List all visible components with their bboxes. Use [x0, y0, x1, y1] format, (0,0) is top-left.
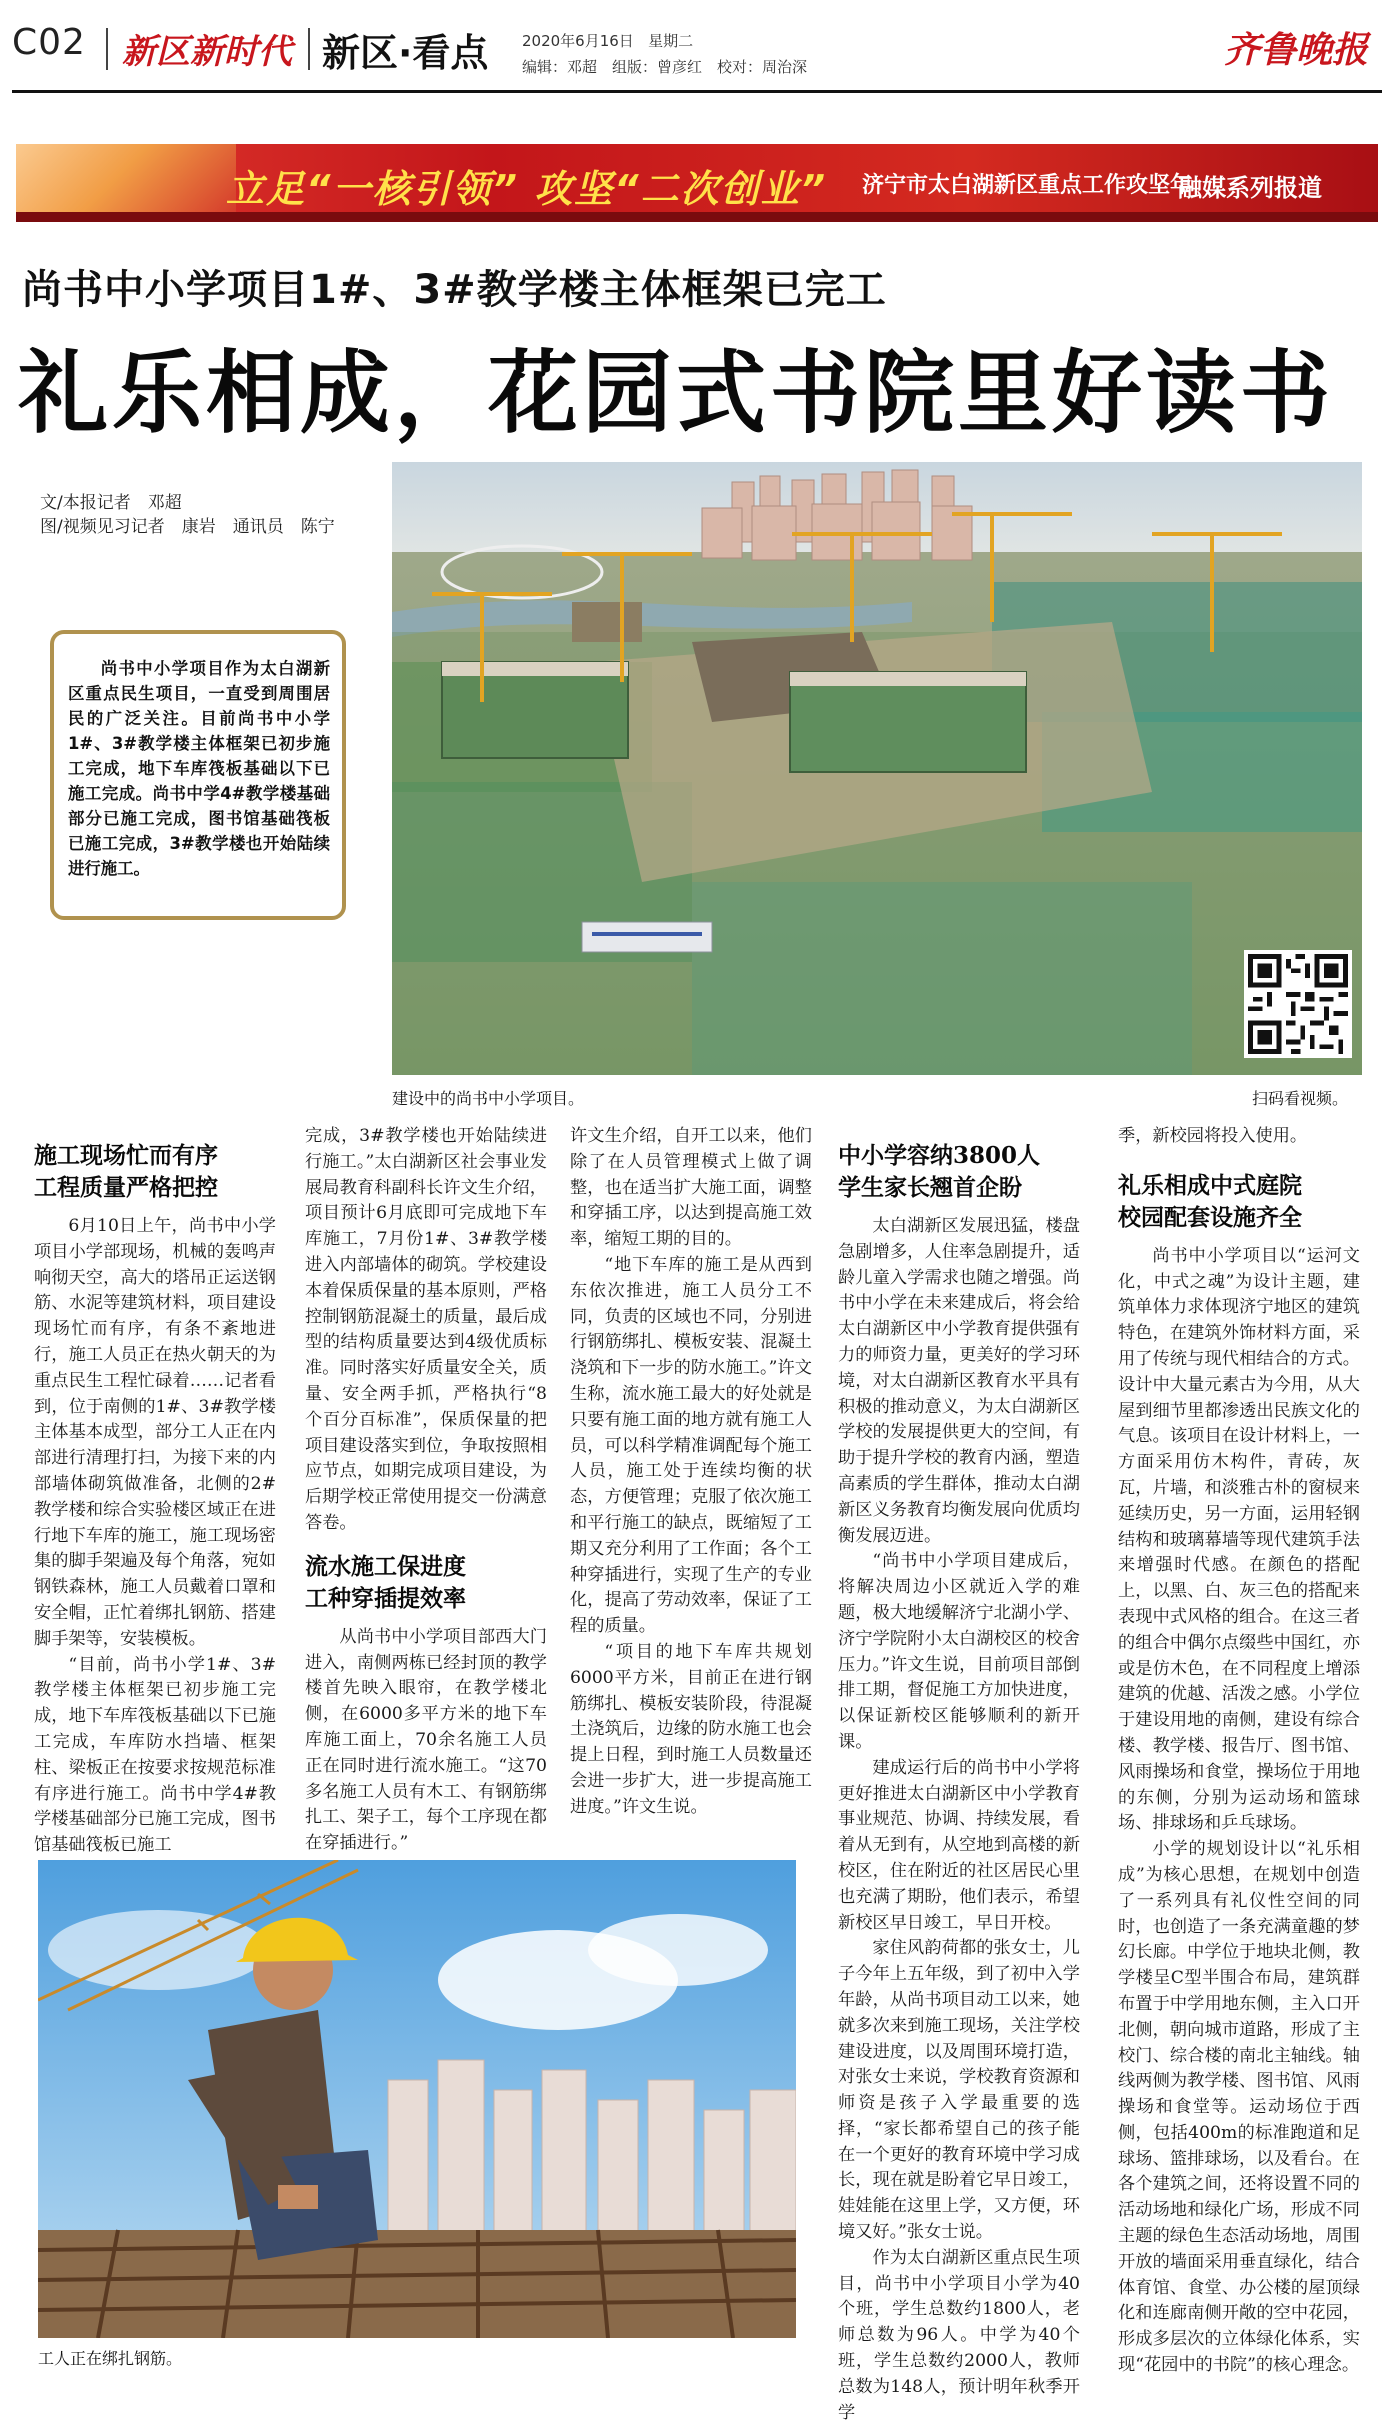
article-kicker: 尚书中小学项目1#、3#教学楼主体框架已完工 — [22, 267, 887, 313]
summary-text: 尚书中小学项目作为太白湖新区重点民生项目，一直受到周围居民的广泛关注。目前尚书中小学1#、3#教学楼主体框架已初步施工完成，地下车库筏板基础以下已施工完成。尚书中学4#教学楼基础部分已施工完成，图书馆基础筏板已施工完成，3#教学楼也开始陆续进行施工。 — [68, 659, 330, 878]
banner-tag: 融媒系列报道 — [1178, 174, 1322, 202]
worker-photo-caption: 工人正在绑扎钢筋。 — [38, 2349, 183, 2368]
header-divider — [308, 28, 310, 70]
paragraph: “目前，尚书小学1#、3#教学楼主体框架已初步施工完成，地下车库筏板基础以下已施工完成，车库防水挡墙、框架柱、梁板正在按要求按规范标准有序进行施工。尚书中学4#教学楼基础部分已施工完成，图书馆基础筏板已施工 — [34, 1654, 276, 1856]
header-divider — [106, 28, 108, 70]
column-3 — [570, 1124, 812, 1821]
paragraph: 完成，3#教学楼也开始陆续进行施工。”太白湖新区社会事业发展局教育科副科长许文生介绍，项目预计6月底即可完成地下车库施工，7月份1#、3#教学楼进入内部墙体的砌筑。学校建设本着保质保量的基本原则，严格控制钢筋混凝土的质量，最后成型的结构质量要达到4级优质标准。同时落实好质量安全关，质量、安全两手抓，严格执行“8个百分百标准”，保质保量的把项目建设落实到位，争取按照相应节点，如期完成项目建设，为后期学校正常使用提交一份满意答卷。 — [305, 1126, 547, 1533]
column-5 — [1118, 1124, 1360, 2379]
paragraph: 家住风韵荷都的张女士，儿子今年上五年级，到了初中入学年龄，从尚书项目动工以来，她就多次来到施工现场，关注学校建设进度，以及周围环境打造，对张女士来说，学校教育资源和师资是孩子入学最重要的选择，“家长都希望自己的孩子能在一个更好的教育环境中学习成长，现在就是盼着它早日竣工，娃娃能在这里上学，又方便，环境又好。”张女士说。 — [838, 1938, 1080, 2243]
weekday-text: 星期二 — [648, 32, 694, 50]
paragraph: 从尚书中小学项目部西大门进入，南侧两栋已经封顶的教学楼首先映入眼帘，在教学楼北侧，在6000多平方米的地下车库施工面上，70余名施工人员正在同时进行流水施工。“这70多名施工人员有木工、有钢筋绑扎工、架子工，每个工序现在都在穿插进行。” — [305, 1626, 547, 1854]
column-4 — [838, 1140, 1080, 2426]
banner-slogan: 立足“一核引领” 攻坚“二次创业” — [226, 167, 828, 211]
paragraph: “项目的地下车库共规划6000平方米，目前正在进行钢筋绑扎、模板安装阶段，待混凝土浇筑后，边缘的防水施工也会提上日程，到时施工人员数量还会进一步扩大，进一步提高施工进度。”许文生说。 — [570, 1641, 812, 1817]
byline-writer: 文/本报记者 邓超 — [40, 493, 182, 513]
column-name: 新区新时代 — [122, 32, 292, 72]
paragraph: “尚书中小学项目建成后，将解决周边小区就近入学的难题，极大地缓解济宁北湖小学、济宁学院附小太白湖校区的校舍压力。”许文生说，目前项目部倒排工期，督促施工方加快进度，以保证新校区能够顺利的新开课。 — [838, 1551, 1080, 1752]
subhead: 工种穿插提效率 — [305, 1584, 466, 1612]
page-number: C02 — [12, 22, 86, 63]
column-1 — [34, 1140, 276, 1859]
subhead: 施工现场忙而有序 — [34, 1142, 218, 1169]
banner-strip — [16, 212, 1378, 222]
paragraph: 太白湖新区发展迅猛，楼盘急剧增多，人住率急剧提升，适龄儿童入学需求也随之增强。尚书中小学在未来建成后，将会给太白湖新区中小学教育提供强有力的师资力量，更美好的学习环境，对太白湖新区教育水平具有积极的推动意义，为太白湖新区学校的发展提供更大的空间，有助于提升学校的教育内涵，塑造高素质的学生群体，推动太白湖新区义务教育均衡发展向优质均衡发展迈进。 — [838, 1216, 1080, 1546]
section-title: 新区·看点 — [322, 31, 489, 75]
paragraph: 作为太白湖新区重点民生项目，尚书中小学项目小学为40个班，学生总数约1800人，老师总数为96人。中学为40个班，学生总数约2000人，教师总数为148人，预计明年秋季开学 — [838, 2247, 1080, 2423]
byline-photographer: 图/视频见习记者 康岩 通讯员 陈宁 — [40, 517, 335, 537]
editor-credits: 编辑：邓超 组版：曾彦红 校对：周治深 — [522, 58, 808, 76]
subhead: 学生家长翘首企盼 — [838, 1174, 1022, 1201]
subhead: 中小学容纳3800人 — [838, 1142, 1041, 1169]
subhead: 校园配套设施齐全 — [1118, 1203, 1302, 1231]
column-2 — [305, 1124, 547, 1857]
subhead: 礼乐相成中式庭院 — [1118, 1171, 1302, 1199]
paragraph: 季，新校园将投入使用。 — [1118, 1126, 1308, 1146]
paragraph: 小学的规划设计以“礼乐相成”为核心思想，在规划中创造了一系列具有礼仪性空间的同时，也创造了一条充满童趣的梦幻长廊。中学位于地块北侧，教学楼呈C型半围合布局，建筑群布置于中学用地东侧，主入口开北侧，朝向城市道路，形成了主校门、综合楼的南北主轴线。轴线两侧为教学楼、图书馆、风雨操场和食堂等。运动场位于西侧，包括400m的标准跑道和足球场、篮排球场，以及看台。在各个建筑之间，还将设置不同的活动场地和绿化广场，形成不同主题的绿色生态活动场地，周围开放的墙面采用垂直绿化，结合体育馆、食堂、办公楼的屋顶绿化和连廊南侧开敞的空中花园，形成多层次的立体绿化体系，实现“花园中的书院”的核心理念。 — [1118, 1839, 1360, 2376]
paragraph: 建成运行后的尚书中小学将更好推进太白湖新区中小学教育事业规范、协调、持续发展，看着从无到有，从空地到高楼的新校区，住在附近的社区居民心里也充满了期盼，他们表示，希望新校区早日竣工，早日开校。 — [838, 1757, 1080, 1933]
subhead: 工程质量严格把控 — [34, 1174, 218, 1201]
qr-code-icon[interactable] — [1244, 950, 1352, 1058]
worker-photo — [38, 1860, 796, 2338]
banner-series: 济宁市太白湖新区重点工作攻坚年 — [862, 173, 1193, 198]
header-rule — [12, 90, 1382, 93]
issue-date — [522, 30, 693, 51]
paragraph: “地下车库的施工是从西到东依次推进，施工人员分工不同，负责的区域也不同，分别进行钢筋绑扎、模板安装、混凝土浇筑和下一步的防水施工。”许文生称，流水施工最大的好处就是只要有施工面的地方就有施工人员，可以科学精准调配每个施工人员，施工处于连续均衡的状态，方便管理；克服了依次施工和平行施工的缺点，既缩短了工期又充分利用了工作面；各个工种穿插进行，实现了生产的专业化，提高了劳动效率，保证了工程的质量。 — [570, 1254, 812, 1637]
subhead: 流水施工保进度 — [305, 1552, 466, 1580]
paragraph: 许文生介绍，自开工以来，他们除了在人员管理模式上做了调整，也在适当扩大施工面，调整和穿插工序，以达到提高施工效率，缩短工期的目的。 — [570, 1126, 812, 1250]
banner-decoration — [16, 144, 236, 222]
qr-caption: 扫码看视频。 — [1252, 1089, 1349, 1108]
date-text: 2020年6月16日 — [522, 32, 634, 50]
series-banner — [16, 144, 1378, 222]
paragraph: 尚书中小学项目以“运河文化，中式之魂”为设计主题，建筑单体力求体现济宁地区的建筑特色，在建筑外饰材料方面，采用了传统与现代相结合的方式。设计中大量元素古为今用，从大屋到细节里都渗透出民族文化的气息。该项目在设计材料上，一方面采用仿木构件，青砖，灰瓦，片墙，和淡雅古朴的窗棂来延续历史，另一方面，运用轻钢结构和玻璃幕墙等现代建筑手法来增强时代感。在颜色的搭配上，以黑、白、灰三色的搭配来表现中式风格的组合。在这三者的组合中偶尔点缀些中国红，亦或是仿木色，在不同程度上增添建筑的优越、活泼之感。小学位于建设用地的南侧，建设有综合楼、教学楼、报告厅、图书馆、风雨操场和食堂，操场位于用地的东侧，分别为运动场和篮球场、排球场和乒乓球场。 — [1118, 1245, 1360, 1834]
article-headline: 礼乐相成，花园式书院里好读书 — [18, 340, 1334, 446]
aerial-photo-caption: 建设中的尚书中小学项目。 — [392, 1089, 585, 1108]
aerial-construction-photo — [392, 462, 1362, 1075]
newspaper-brand-logo: 齐鲁晚报 — [1223, 29, 1368, 71]
paragraph: 6月10日上午，尚书中小学项目小学部现场，机械的轰鸣声响彻天空，高大的塔吊正运送钢筋、水泥等建筑材料，项目建设现场忙而有序，有条不紊地进行，施工人员正在热火朝天的为重点民生工程忙碌着……记者看到，位于南侧的1#、3#教学楼主体基本成型，部分工人正在内部进行清理打扫，为接下来的内部墙体砌筑做准备，北侧的2#教学楼和综合实验楼区域正在进行地下车库的施工，施工现场密集的脚手架遍及每个角落，宛如钢铁森林，施工人员戴着口罩和安全帽，正忙着绑扎钢筋、搭建脚手架等，安装模板。 — [34, 1216, 276, 1649]
